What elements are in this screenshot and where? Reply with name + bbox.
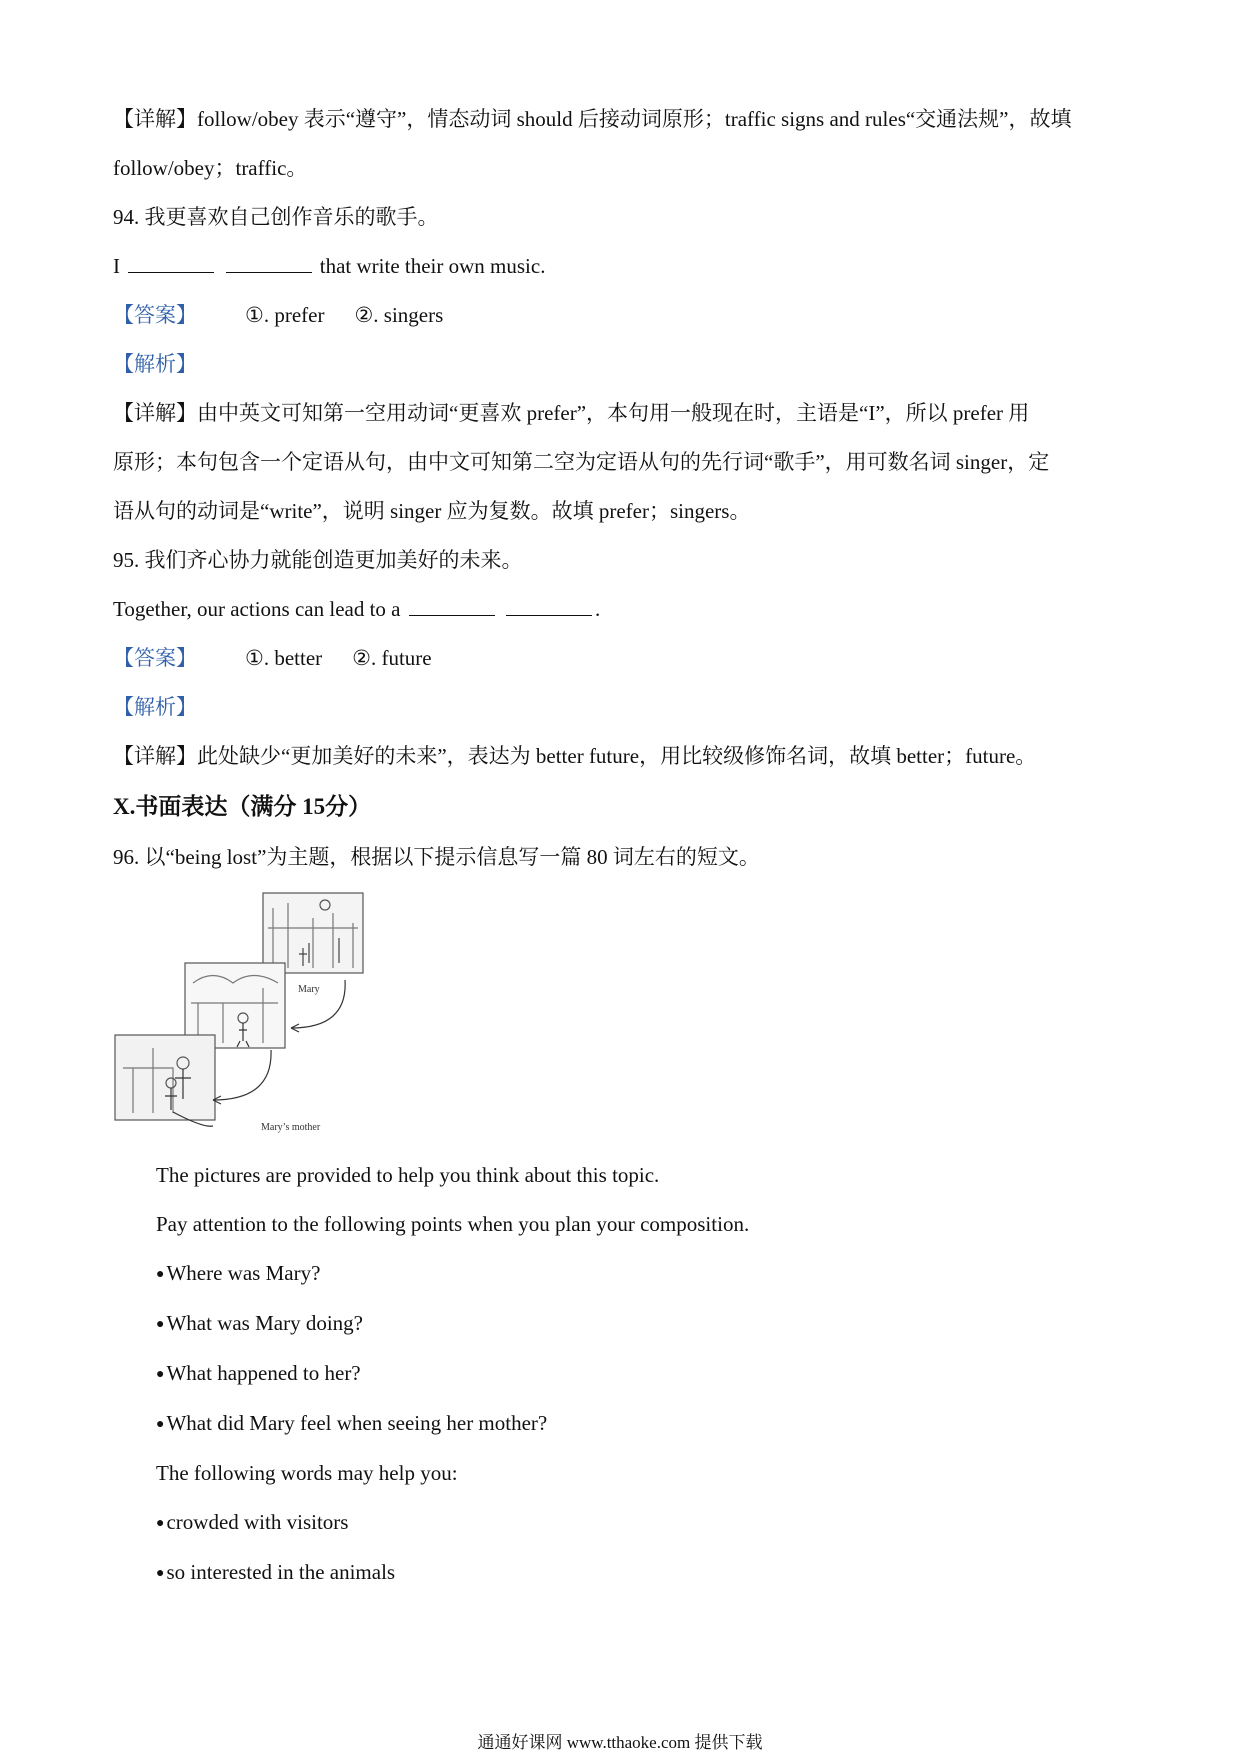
figure-label-mary: Mary bbox=[298, 984, 320, 995]
bullet-icon: ● bbox=[156, 1516, 165, 1531]
q94-blank-2 bbox=[226, 254, 312, 273]
q95-analysis-tag: 【解析】 bbox=[113, 695, 197, 719]
q95-sentence-start: Together, our actions can lead to a bbox=[113, 597, 401, 621]
q95-prompt: 95. 我们齐心协力就能创造更加美好的未来。 bbox=[113, 548, 523, 572]
q94-analysis-tag: 【解析】 bbox=[113, 352, 197, 376]
q96-point-text: Where was Mary? bbox=[166, 1261, 321, 1285]
q94-sentence bbox=[113, 242, 1123, 291]
bullet-icon: ● bbox=[156, 1566, 165, 1581]
q94-detail-line-1 bbox=[113, 389, 1123, 438]
q94-detail-line-3: 语从句的动词是“write”，说明 singer 应为复数。故填 prefer；singers。 bbox=[113, 499, 751, 523]
q96-point-text: What was Mary doing? bbox=[166, 1311, 363, 1335]
q96-point-4 bbox=[113, 1399, 1123, 1449]
q96-point-3 bbox=[113, 1349, 1123, 1399]
comic-illustration bbox=[113, 888, 373, 1133]
bullet-icon: ● bbox=[156, 1367, 165, 1382]
q95-detail-line-1 bbox=[113, 732, 1123, 781]
panel-3 bbox=[115, 1035, 215, 1120]
q94-prompt: 94. 我更喜欢自己创作音乐的歌手。 bbox=[113, 205, 439, 229]
detail-tag: 【详解】 bbox=[113, 401, 197, 425]
q96-intro-1: The pictures are provided to help you think about this topic. bbox=[156, 1163, 660, 1187]
page-footer: 通通好课网 www.tthaoke.com 提供下载 bbox=[477, 1733, 763, 1752]
q94-answer-2: ②. singers bbox=[354, 303, 444, 327]
answer-tag: 【答案】 bbox=[113, 646, 197, 670]
q94-sentence-start: I bbox=[113, 254, 120, 278]
q96-point-text: What did Mary feel when seeing her mother? bbox=[166, 1411, 548, 1435]
q96-word-2 bbox=[113, 1548, 1123, 1598]
q95-blank-1 bbox=[409, 597, 495, 616]
q94-detail-line-2: 原形；本句包含一个定语从句，由中文可知第二空为定语从句的先行词“歌手”，用可数名词 singer，定 bbox=[113, 450, 1050, 474]
q96-point-2 bbox=[113, 1299, 1123, 1349]
figure-label-mother: Mary’s mother bbox=[261, 1122, 321, 1133]
q94-detail-text-1: 由中英文可知第一空用动词“更喜欢 prefer”，本句用一般现在时，主语是“I”，所以 prefer 用 bbox=[197, 401, 1030, 425]
q94-blank-1 bbox=[128, 254, 214, 273]
q94-answer-1: ①. prefer bbox=[245, 303, 325, 327]
bullet-icon: ● bbox=[156, 1267, 165, 1282]
q96-prompt: 96. 以“being lost”为主题，根据以下提示信息写一篇 80 词左右的短文。 bbox=[113, 845, 760, 869]
q96-word-1 bbox=[113, 1498, 1123, 1548]
detail-tag: 【详解】 bbox=[113, 107, 197, 131]
q95-sentence bbox=[113, 585, 1123, 634]
document-page bbox=[113, 95, 1123, 1598]
q96-words-intro: The following words may help you: bbox=[156, 1461, 458, 1485]
q95-answer-1: ①. better bbox=[245, 646, 323, 670]
q94-sentence-end: that write their own music. bbox=[319, 254, 546, 278]
q95-answer-2: ②. future bbox=[352, 646, 432, 670]
q95-blank-2 bbox=[506, 597, 592, 616]
bullet-icon: ● bbox=[156, 1317, 165, 1332]
q96-word-text: so interested in the animals bbox=[166, 1560, 396, 1584]
q96-point-1 bbox=[113, 1249, 1123, 1299]
q95-sentence-end: . bbox=[595, 597, 601, 621]
q96-picture-sequence bbox=[113, 888, 373, 1133]
detail-tag: 【详解】 bbox=[113, 744, 197, 768]
q95-answer bbox=[113, 634, 1123, 683]
q93-detail-line-1 bbox=[113, 95, 1123, 144]
q93-detail-line-2: follow/obey；traffic。 bbox=[113, 156, 308, 180]
q95-detail-text-1: 此处缺少“更加美好的未来”，表达为 better future，用比较级修饰名词，故填 better；future。 bbox=[197, 744, 1037, 768]
section-heading: X.书面表达（满分 15分） bbox=[113, 794, 372, 819]
q96-word-text: crowded with visitors bbox=[166, 1510, 349, 1534]
q96-point-text: What happened to her? bbox=[166, 1361, 361, 1385]
bullet-icon: ● bbox=[156, 1417, 165, 1432]
q96-intro-2: Pay attention to the following points when you plan your composition. bbox=[156, 1212, 750, 1236]
q94-answer bbox=[113, 291, 1123, 340]
q93-detail-text-1: follow/obey 表示“遵守”，情态动词 should 后接动词原形；traffic signs and rules“交通法规”，故填 bbox=[197, 107, 1072, 131]
answer-tag: 【答案】 bbox=[113, 303, 197, 327]
